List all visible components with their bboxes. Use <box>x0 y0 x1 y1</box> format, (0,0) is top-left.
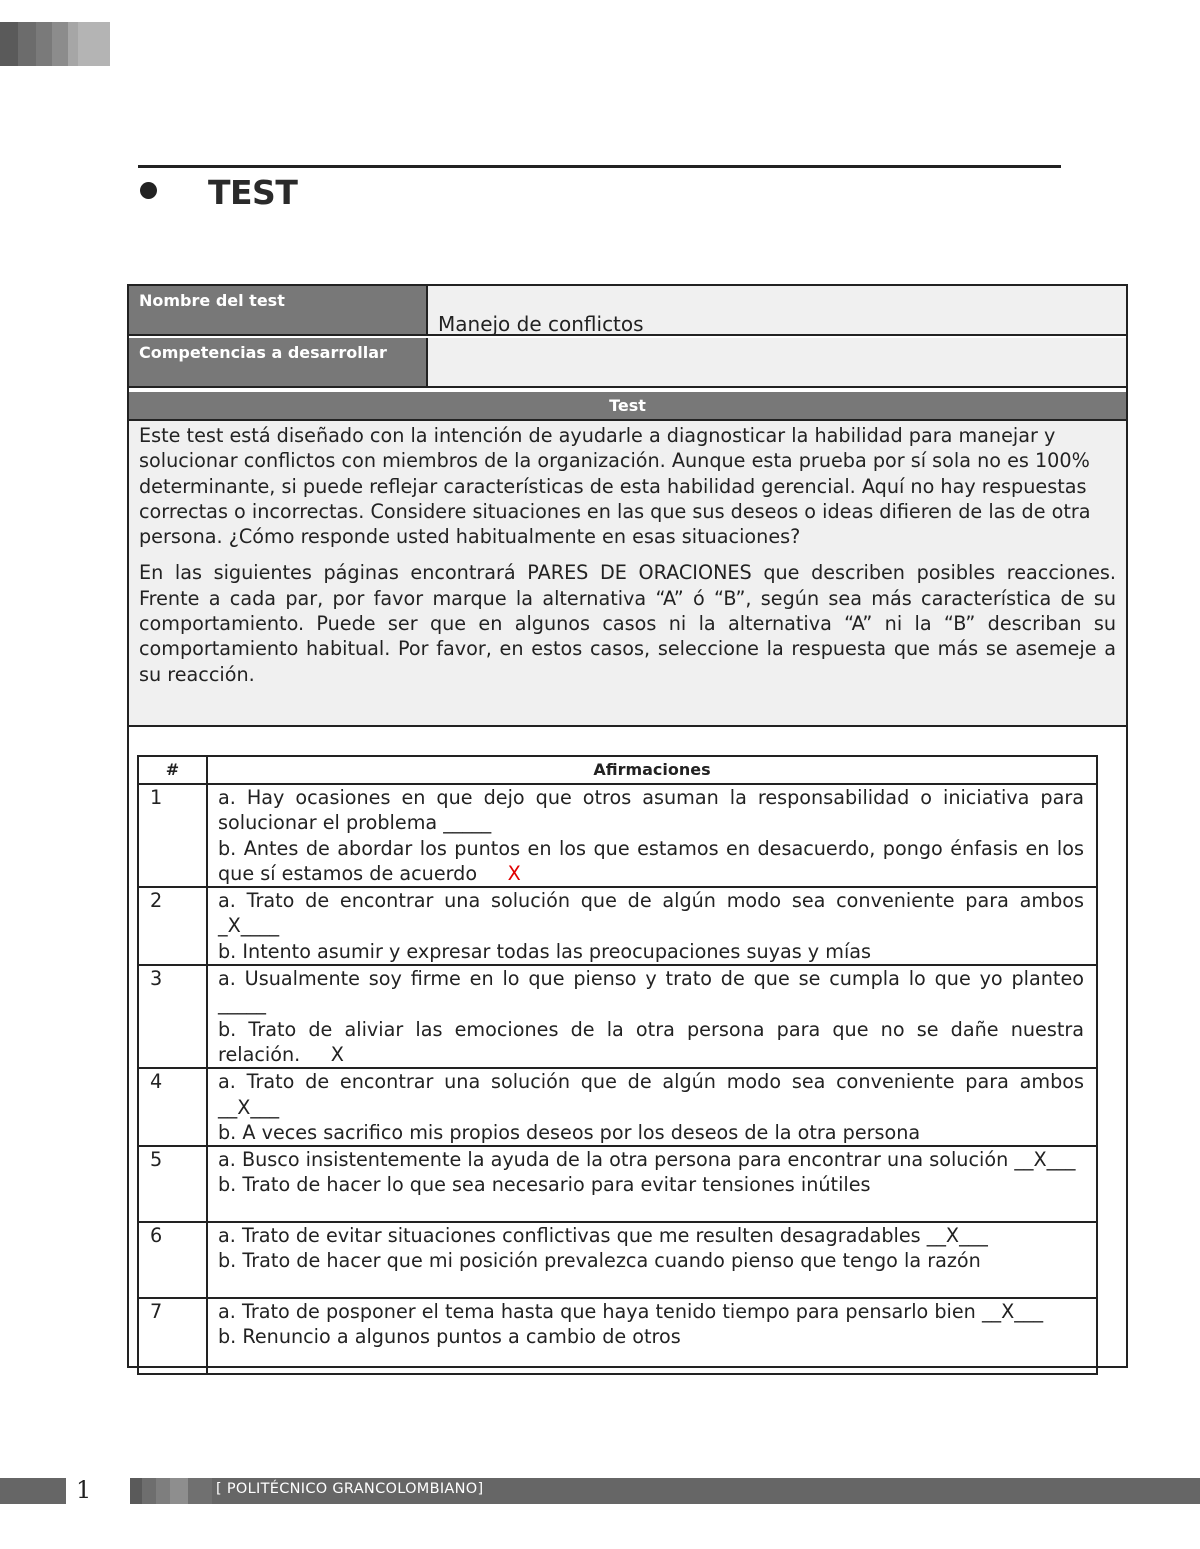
option-a[interactable]: a. Trato de encontrar una solución que de algún modo sea conveniente para ambos __X___ <box>218 1070 1084 1119</box>
option-a[interactable]: a. Trato de posponer el tema hasta que haya tenido tiempo para pensarlo bien __X___ <box>218 1300 1044 1324</box>
page-number: 1 <box>76 1476 92 1504</box>
test-name-value: Manejo de conflictos <box>428 286 1126 336</box>
table-row <box>138 1146 1097 1222</box>
statements-table <box>137 755 1098 1375</box>
row-number: 7 <box>138 1298 207 1374</box>
option-b-text: b. Trato de aliviar las emociones de la otra persona para que no se dañe nuestra relación. <box>218 1017 1084 1066</box>
answer-mark: X <box>507 861 521 885</box>
test-name-label: Nombre del test <box>129 286 428 336</box>
col-statements-header: Afirmaciones <box>207 756 1097 784</box>
row-number: 6 <box>138 1222 207 1298</box>
option-a[interactable]: a. Trato de evitar situaciones conflictivas que me resulten desagradables __X___ <box>218 1224 988 1248</box>
table-row <box>138 1298 1097 1374</box>
option-b-text: b. Antes de abordar los puntos en los que estamos en desacuerdo, pongo énfasis en los que sí estamos de acuerdo <box>218 836 1084 885</box>
option-b[interactable] <box>218 836 1084 887</box>
answer-mark: X <box>330 1042 344 1066</box>
table-row <box>138 784 1097 887</box>
col-number-header: # <box>138 756 207 784</box>
footer-decoration <box>130 1478 212 1504</box>
footer-institution: [ POLITÉCNICO GRANCOLOMBIANO] <box>216 1481 484 1497</box>
test-instructions <box>129 421 1126 727</box>
test-name-row <box>129 286 1126 338</box>
competencias-row <box>129 338 1126 390</box>
table-row <box>138 887 1097 965</box>
table-row <box>138 1222 1097 1298</box>
row-number: 2 <box>138 887 207 965</box>
table-row <box>138 965 1097 1068</box>
row-number: 3 <box>138 965 207 1068</box>
option-b[interactable]: b. Trato de hacer que mi posición prevalezca cuando pienso que tengo la razón <box>218 1249 981 1273</box>
page-title: TEST <box>208 173 298 212</box>
row-number: 1 <box>138 784 207 887</box>
instructions-paragraph-1: Este test está diseñado con la intención de ayudarle a diagnosticar la habilidad para manejar y solucionar conflictos con miembros de la organización. Aunque esta prueba por sí sola no es 100% determinante, si puede reflejar características de esta habilidad gerencial. Aquí no hay respuestas correctas o incorrectas. Considere situaciones en las que sus deseos o ideas difieren de las de otra persona. ¿Cómo responde usted habitualmente en esas situaciones? <box>139 424 1091 549</box>
option-b[interactable]: b. Intento asumir y expresar todas las preocupaciones suyas y mías <box>218 939 872 963</box>
footer-bar-left <box>0 1478 66 1504</box>
option-a[interactable]: a. Usualmente soy firme en lo que pienso y trato de que se cumpla lo que yo planteo _____ <box>218 967 1084 1016</box>
option-a[interactable]: a. Trato de encontrar una solución que de algún modo sea conveniente para ambos _X____ <box>218 889 1084 938</box>
competencias-label: Competencias a desarrollar <box>129 338 428 388</box>
header-rule <box>138 165 1061 168</box>
option-b[interactable]: b. Trato de hacer lo que sea necesario para evitar tensiones inútiles <box>218 1173 871 1197</box>
row-number: 4 <box>138 1068 207 1146</box>
table-row <box>138 1068 1097 1146</box>
competencias-value <box>428 338 1126 388</box>
header-decoration <box>0 22 110 66</box>
option-b[interactable]: b. Renuncio a algunos puntos a cambio de otros <box>218 1325 681 1349</box>
row-number: 5 <box>138 1146 207 1222</box>
option-b[interactable]: b. A veces sacrifico mis propios deseos por los deseos de la otra persona <box>218 1120 921 1144</box>
bullet-icon <box>140 182 157 199</box>
option-b[interactable] <box>218 1017 1084 1068</box>
instructions-paragraph-2: En las siguientes páginas encontrará PARES DE ORACIONES que describen posibles reacciones. Frente a cada par, por favor marque la alternativa “A” ó “B”, según sea más característica de su comportamiento. Puede ser que en algunos casos ni la alternativa “A” ni la “B” describan su comportamiento habitual. Por favor, en estos casos, seleccione la respuesta que más se asemeje a su reacción. <box>139 561 1116 686</box>
table-header-row <box>138 756 1097 784</box>
option-a[interactable]: a. Hay ocasiones en que dejo que otros asuman la responsabilidad o iniciativa para solucionar el problema _____ <box>218 786 1084 835</box>
option-a[interactable]: a. Busco insistentemente la ayuda de la otra persona para encontrar una solución __X___ <box>218 1148 1076 1172</box>
test-section-header: Test <box>129 392 1126 421</box>
